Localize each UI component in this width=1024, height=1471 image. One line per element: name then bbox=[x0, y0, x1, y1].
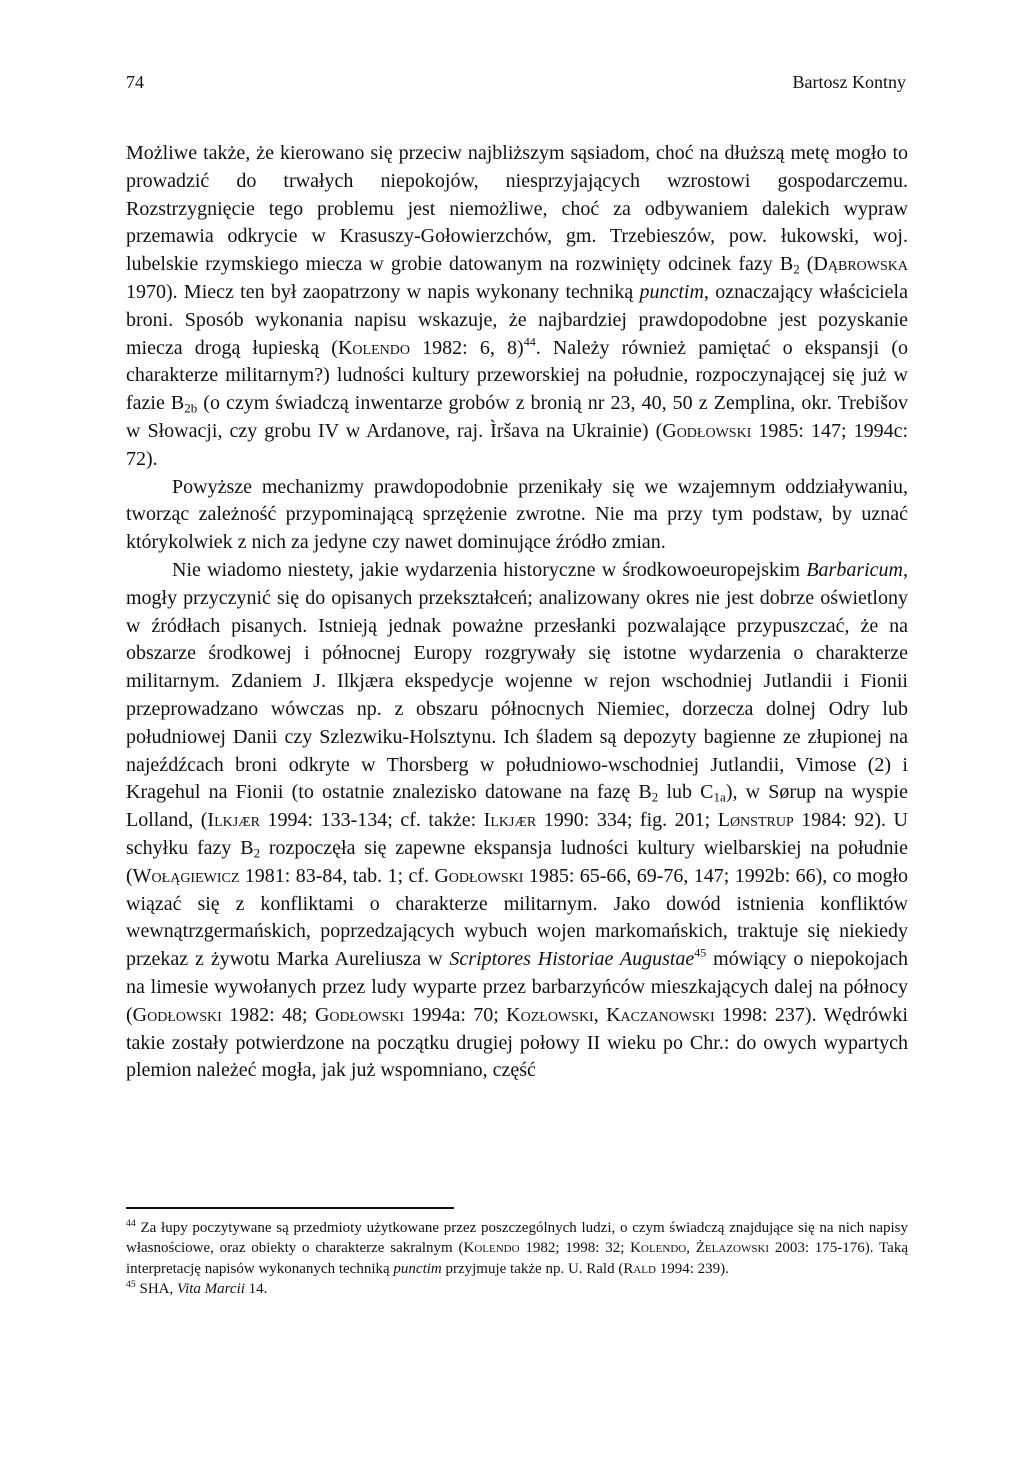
text-run: 1970). Miecz ten był zaopatrzony w napis wykonany techniką bbox=[126, 280, 640, 303]
citation-author: Kolendo, Żelazowski bbox=[630, 1240, 770, 1257]
text-run: 1982: 48; bbox=[221, 1003, 315, 1026]
paragraph-3 bbox=[126, 557, 908, 1085]
italic-term: punctim bbox=[639, 280, 704, 303]
citation-author: Kolendo bbox=[337, 336, 410, 359]
text-run: ), w Sørup na wyspie Lolland, ( bbox=[126, 781, 908, 832]
footnotes bbox=[126, 1218, 908, 1300]
footnote-44 bbox=[126, 1218, 908, 1279]
subscript: 2 bbox=[253, 845, 261, 861]
text-run: 1982: 6, 8) bbox=[409, 336, 524, 359]
citation-author: Ilkjær bbox=[207, 809, 260, 832]
text-run: 1982; 1998: 32; bbox=[519, 1240, 631, 1257]
text-run: , oznaczający właściciela broni. Sposób wykonania napisu wskazuje, że najbardziej prawdopodobne jest pozyskanie miecza drogą łupieską ( bbox=[126, 280, 908, 359]
text-run: 1998: 237). Wędrówki takie zostały potwierdzone na początku drugiej połowy II wieku po Chr.: do owych wypartych plemion należeć mogła, jak już wspomniano, część bbox=[126, 1003, 908, 1082]
citation-author: Kozłowski, Kaczanowski bbox=[506, 1003, 715, 1026]
italic-title: Vita Marcii bbox=[177, 1281, 245, 1298]
paragraph-2: Powyższe mechanizmy prawdopodobnie przenikały się we wzajemnym oddziaływaniu, tworząc zależność przypominającą sprzężenie zwrotne. Nie ma przy tym podstaw, by uznać którykolwiek z nich za jedyne czy nawet dominujące źródło zmian. bbox=[126, 475, 908, 554]
italic-title: Scriptores Historiae Augustae bbox=[449, 948, 695, 971]
text-run: SHA, bbox=[135, 1281, 178, 1298]
text-run: 1994: 239). bbox=[655, 1260, 729, 1277]
text-run: 1994a: 70; bbox=[404, 1003, 507, 1026]
text-run: lub C bbox=[658, 781, 714, 804]
text-run: (o czym świadczą inwentarze grobów z bronią nr 23, 40, 50 z Zemplina, okr. Trebišov w Słowacji, czy grobu IV w Ardanove, raj. Ìršava na Ukrainie) ( bbox=[126, 392, 908, 442]
citation-author: Godłowski bbox=[314, 1003, 405, 1026]
text-run: Nie wiadomo niestety, jakie wydarzenia historyczne w środkowoeuropejskim bbox=[172, 558, 807, 581]
footnote-ref-45[interactable]: 45 bbox=[694, 945, 707, 960]
text-run: 1985: 65-66, 69-76, 147; 1992b: 66), co mogło wiązać się z konfliktami o charakterze militarnym. Jako dowód istnienia konfliktów wewnątrzgermańskich, poprzedzających wybuch wojen markomańskich, traktuje się niekiedy przekaz z żywotu Marka Aureliusza w bbox=[126, 864, 908, 971]
main-text bbox=[126, 140, 908, 1085]
subscript: 2 bbox=[651, 789, 659, 805]
text-run: mówiący o niepokojach na limesie wywołanych przez ludy wyparte przez barbarzyńców mieszkających dalej na północy ( bbox=[126, 948, 908, 1026]
subscript: 1a bbox=[713, 789, 726, 805]
citation-author: Kolendo bbox=[463, 1240, 520, 1257]
text-run: Za łupy poczytywane są przedmioty użytkowane przez poszczególnych ludzi, o czym świadczą znajdujące się na nich napisy własnościowe, oraz obiekty o charakterze sakralnym ( bbox=[126, 1220, 908, 1257]
running-header bbox=[126, 72, 906, 98]
citation-author: Godłowski bbox=[132, 1003, 222, 1026]
text-run: ( bbox=[799, 253, 814, 276]
running-author: Bartosz Kontny bbox=[792, 72, 906, 92]
text-run: 1981: 83-84, tab. 1; cf. bbox=[239, 864, 435, 887]
footnote-45 bbox=[126, 1279, 908, 1299]
citation-author: Godłowski bbox=[434, 864, 524, 887]
citation-author: Godłowski bbox=[662, 419, 752, 442]
italic-term: Barbaricum bbox=[806, 558, 903, 581]
footnote-ref-44[interactable]: 44 bbox=[523, 334, 536, 349]
citation-author: Ilkjær bbox=[483, 809, 537, 832]
text-run: 2003: 175-176). Taką interpretację napisów wykonanych techniką bbox=[126, 1240, 908, 1277]
text-run: rozpoczęła się zapewne ekspansja ludności kultury wielbarskiej na południe ( bbox=[126, 836, 908, 887]
citation-author: Dąbrowska bbox=[813, 253, 908, 276]
citation-author: Rald bbox=[623, 1260, 656, 1277]
footnote-number: 45 bbox=[126, 1279, 136, 1291]
subscript: 2 bbox=[793, 261, 800, 277]
footnote-number: 44 bbox=[126, 1218, 136, 1230]
italic-term: punctim bbox=[393, 1260, 442, 1277]
text-run: . Należy również pamiętać o ekspansji (o charakterze militarnym?) ludności kultury przeworskiej na południe, rozpoczynającej się już w fazie B bbox=[126, 336, 908, 415]
page-number: 74 bbox=[126, 72, 144, 92]
text-run: 1990: 334; fig. 201; bbox=[536, 809, 718, 832]
paragraph-1 bbox=[126, 140, 908, 474]
footnote-divider bbox=[126, 1207, 454, 1209]
citation-author: Lønstrup bbox=[717, 809, 794, 832]
subscript: 2b bbox=[184, 400, 198, 416]
text-run: 1985: 147; 1994c: 72). bbox=[126, 419, 908, 470]
citation-author: Wołągiewicz bbox=[132, 864, 240, 887]
text-run: Możliwe także, że kierowano się przeciw najbliższym sąsiadom, choć na dłuższą metę mogło to prowadzić do trwałych niepokojów, niesprzyjających wzrostowi gospodarczemu. Rozstrzygnięcie tego problemu jest niemożliwe, choć za odbywaniem dalekich wypraw przemawia odkrycie w Krasuszy-Gołowierzchów, gm. Trzebieszów, pow. łukowski, woj. lubelskie rzymskiego miecza w grobie datowanym na rozwinięty odcinek fazy B bbox=[126, 142, 908, 276]
text-run: , mogły przyczynić się do opisanych przekształceń; analizowany okres nie jest dobrze oświetlony w źródłach pisanych. Istnieją jednak poważne przesłanki pozwalające przypuszczać, że na obszarze środkowej i północnej Europy rozgrywały się istotne wydarzenia o charakterze militarnym. Zdaniem J. Ilkjæra ekspedycje wojenne w rejon wschodniej Jutlandii i Fionii przeprowadzano wówczas np. z obszaru północnych Niemiec, dorzecza dolnej Odry lub południowej Danii czy Szlezwiku-Holsztynu. Ich śladem są depozyty bagienne ze złupionej na najeźdźcach broni odkryte w Thorsberg w południowo-wschodniej Jutlandii, Vimose (2) i Kragehul na Fionii (to ostatnie znalezisko datowane na fazę B bbox=[126, 558, 908, 804]
text-run: przyjmuje także np. U. Rald ( bbox=[441, 1260, 624, 1277]
text-run: 1994: 133-134; cf. także: bbox=[259, 809, 484, 832]
text-run: 1984: 92). U schyłku fazy B bbox=[126, 809, 908, 859]
text-run: 14. bbox=[244, 1281, 268, 1298]
